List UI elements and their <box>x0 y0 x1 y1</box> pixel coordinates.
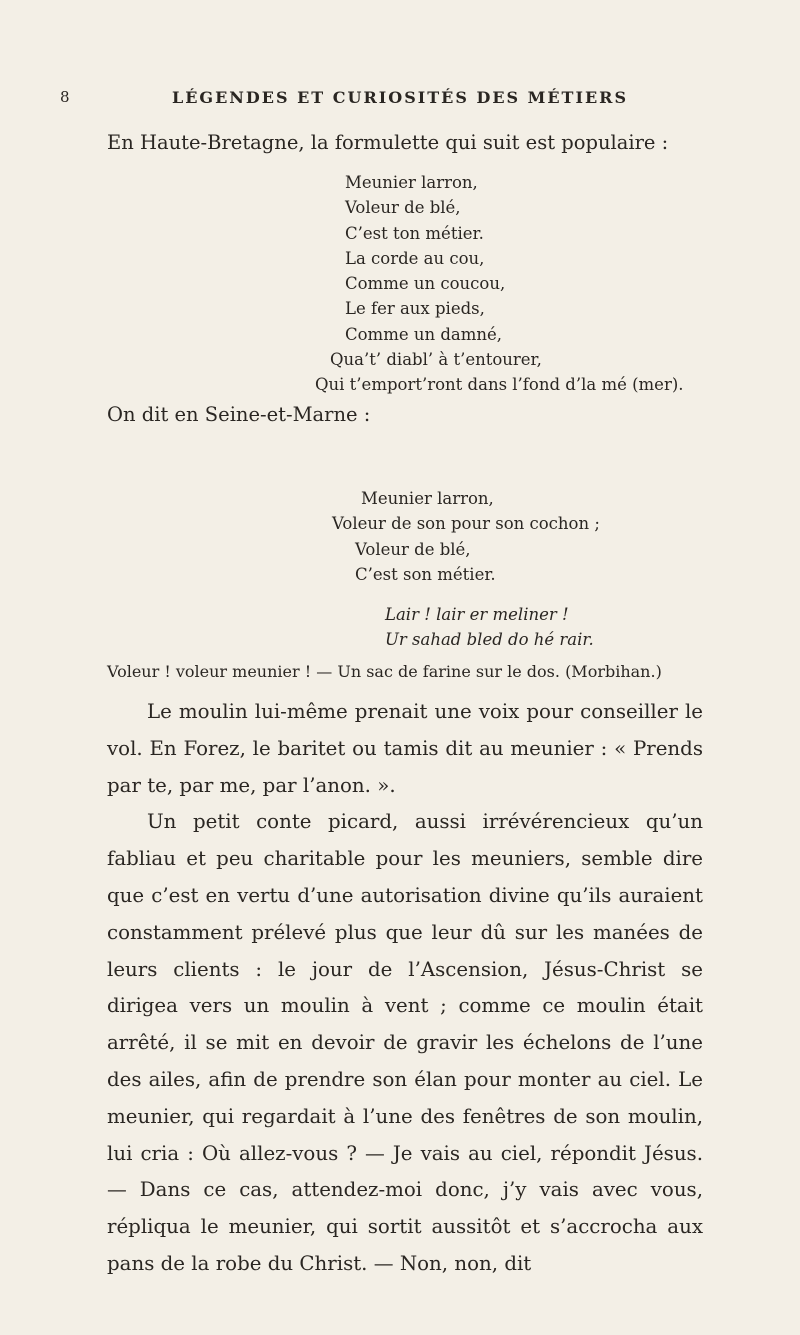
verse-line: Le fer aux pieds, <box>345 299 485 319</box>
paragraph: Le moulin lui-même prenait une voix pour conseiller le vol. En Forez, le baritet ou tamis dit au meunier : « Prends par te, par me, par l’anon. ». <box>107 700 703 797</box>
verse-line: Qua’t’ diabl’ à t’entourer, <box>330 350 542 370</box>
running-title: LÉGENDES ET CURIOSITÉS DES MÉTIERS <box>171 88 628 107</box>
intro-seine-et-marne: On dit en Seine-et-Marne : <box>107 403 371 426</box>
intro-haute-bretagne: En Haute-Bretagne, la formulette qui suit est populaire : <box>107 131 669 154</box>
body-text <box>107 694 703 1283</box>
verse-line: Voleur de blé, <box>355 539 471 559</box>
verse-line: Comme un damné, <box>345 324 503 344</box>
translation-gloss: Voleur ! voleur meunier ! — Un sac de farine sur le dos. (Morbihan.) <box>107 662 662 681</box>
verse-line: Comme un coucou, <box>345 274 506 294</box>
verse-line: Meunier larron, <box>345 173 478 192</box>
verse-line: Voleur de blé, <box>345 198 461 218</box>
page-header <box>60 88 740 112</box>
breton-line: Ur sahad bled do hé rair. <box>385 630 594 649</box>
page-number: 8 <box>60 88 70 106</box>
paragraph: Un petit conte picard, aussi irrévérencieux qu’un fabliau et peu charitable pour les meuniers, semble dire que c’est en vertu d’une autorisation divine qu’ils auraient constamment prélevé plus que leur dû sur les manées de leurs clients : le jour de l’Ascension, Jésus-Christ se dirigea vers un moulin à vent ; comme ce moulin était arrêté, il se mit en devoir de gravir les échelons de l’une des ailes, afin de prendre son élan pour monter au ciel. Le meunier, qui regardait à l’une des fenêtres de son moulin, lui cria : Où allez-vous ? — Je vais au ciel, répondit Jésus. — Dans ce cas, attendez-moi donc, j’y vais avec vous, répliqua le meunier, qui sortit aussitôt et s’accrocha aux pans de la robe du Christ. — Non, non, dit <box>107 810 703 1275</box>
verse-line: Voleur de son pour son cochon ; <box>332 514 600 534</box>
breton-verse <box>385 602 594 652</box>
verse-line: Meunier larron, <box>361 489 494 508</box>
verse-haute-bretagne <box>315 170 684 398</box>
verse-line: C’est son métier. <box>355 564 496 584</box>
verse-line: Qui t’emport’ront dans l’fond d’la mé (mer). <box>315 375 684 395</box>
breton-line: Lair ! lair er meliner ! <box>385 605 569 624</box>
verse-seine-et-marne <box>332 486 600 587</box>
verse-line: C’est ton métier. <box>345 223 484 243</box>
verse-line: La corde au cou, <box>345 248 485 268</box>
